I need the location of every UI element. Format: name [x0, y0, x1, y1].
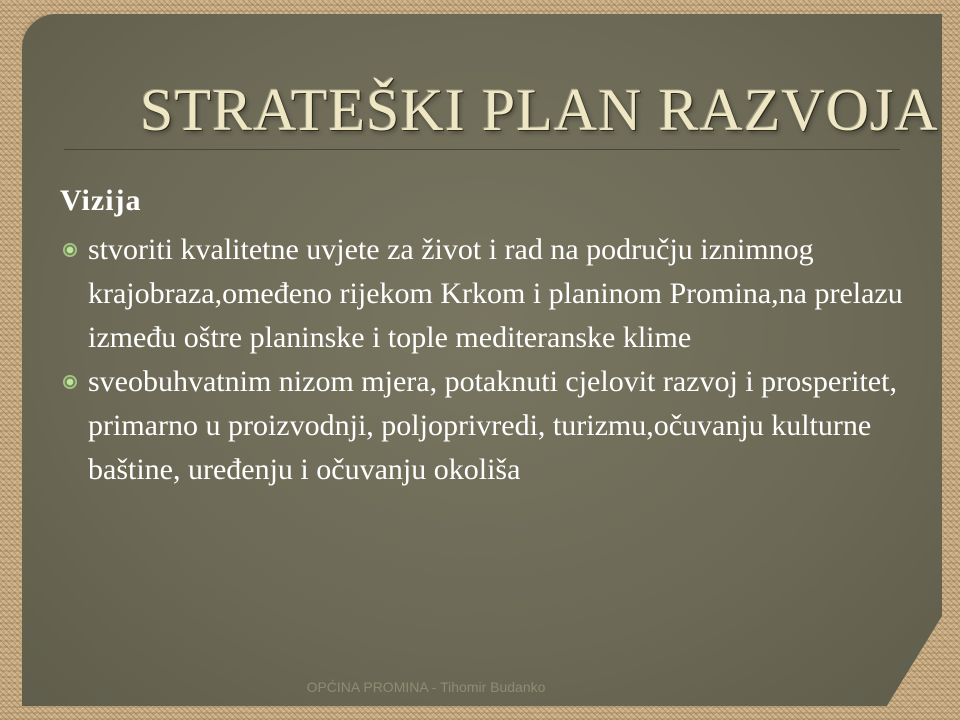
bullet-list: [60, 228, 920, 492]
slide-footer: OPĆINA PROMINA - Tihomir Budanko: [306, 679, 546, 695]
bullet-item: [60, 360, 920, 492]
slide-title: STRATEŠKI PLAN RAZVOJA: [140, 77, 939, 143]
title-divider: [64, 149, 900, 150]
bullet-text: stvoriti kvalitetne uvjete za život i rad na području iznimnog krajobraza,omeđeno rijekom Krkom i planinom Promina,na prelazu između oštre planinske i tople mediteranske klime: [88, 233, 903, 354]
bullet-text: sveobuhvatnim nizom mjera, potaknuti cjelovit razvoj i prosperitet, primarno u proizvodnji, poljoprivredi, turizmu,očuvanju kulturne baštine, uređenju i očuvanju okoliša: [88, 365, 897, 486]
bullet-item: [60, 228, 920, 360]
section-heading: Vizija: [60, 184, 142, 217]
circle-bullet-icon: [63, 243, 77, 257]
circle-bullet-icon: [63, 375, 77, 389]
